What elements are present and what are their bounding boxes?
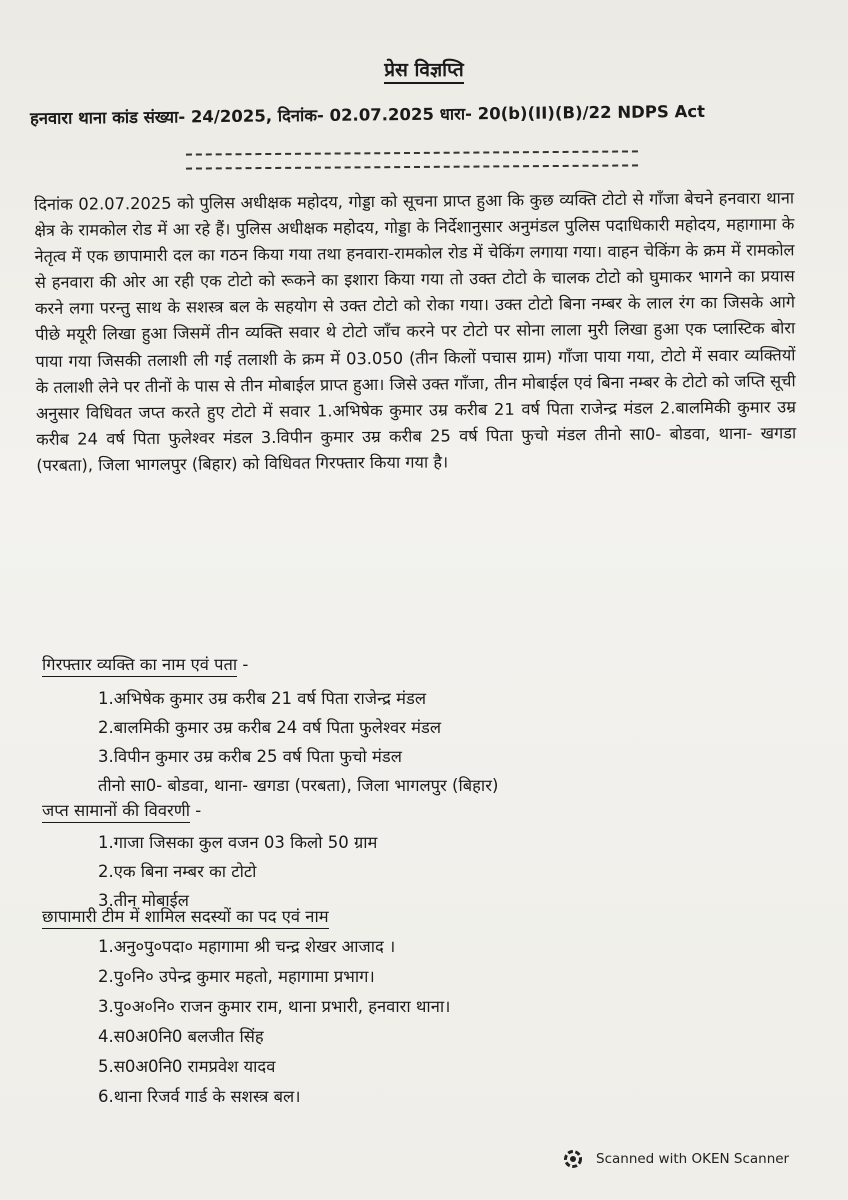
raid-team-section (42, 906, 782, 1112)
document-title-text: प्रेस विज्ञप्ति (384, 59, 464, 84)
arrested-person-item: 2.बालमिकी कुमार उम्र करीब 24 वर्ष पिता फुलेश्वर मंडल (98, 718, 442, 737)
scanner-text: Scanned with OKEN Scanner (596, 1151, 790, 1167)
team-member-item: 6.थाना रिजर्व गार्ड के सशस्त्र बल। (98, 1087, 301, 1106)
raid-team-heading: छापामारी टीम में शामिल सदस्यों का पद एवं नाम (42, 906, 329, 929)
dashed-divider (186, 150, 638, 169)
arrested-heading-suffix: - (237, 655, 249, 674)
seized-item: 3.तीन मोबाईल (98, 891, 189, 910)
team-member-item: 5.स0अ0नि0 रामप्रवेश यादव (98, 1057, 276, 1076)
team-member-item: 2.पु०नि० उपेन्द्र कुमार महतो, महागामा प्रभाग। (98, 967, 375, 986)
team-member-item: 4.स0अ0नि0 बलजीत सिंह (98, 1027, 264, 1046)
seized-items-section (42, 800, 782, 915)
scanner-logo-icon (562, 1149, 584, 1169)
seized-item: 1.गाजा जिसका कुल वजन 03 किलो 50 ग्राम (98, 833, 378, 852)
team-member-item: 1.अनु०पु०पदा० महागामा श्री चन्द्र शेखर आजाद । (98, 937, 396, 956)
scanner-watermark (562, 1146, 789, 1172)
arrested-persons-section (42, 654, 782, 800)
team-member-item: 3.पु०अ०नि० राजन कुमार राम, थाना प्रभारी, हनवारा थाना। (98, 997, 451, 1016)
arrested-person-item: 1.अभिषेक कुमार उम्र करीब 21 वर्ष पिता राजेन्द्र मंडल (98, 689, 427, 708)
press-release-body: दिनांक 02.07.2025 को पुलिस अधीक्षक महोदय, गोड्डा को सूचना प्राप्त हुआ कि कुछ व्यक्ति टोटो से गाँजा बेचने हनवारा थाना क्षेत्र के रामकोल रोड में आ रहे हैं। पुलिस अधीक्षक महोदय, गोड्डा के निर्देशानुसार अनुमंडल पुलिस पदाधिकारी महोदय, महागामा के नेतृत्व में एक छापामारी दल का गठन किया गया तथा हनवारा-रामकोल रोड में चेकिंग लगाया गया। वाहन चेकिंग के क्रम में रामकोल से हनवारा की ओर आ रही एक टोटो को रूकने का इशारा किया गया तो उक्त टोटो के चालक टोटो को घुमाकर भागने का प्रयास करने लगा परन्तु साथ के सशस्त्र बल के सहयोग से उक्त टोटो को रोका गया। उक्त टोटो बिना नम्बर के लाल रंग का जिसके आगे पीछे मयूरी लिखा हुआ जिसमें तीन व्यक्ति सवार थे टोटो जाँच करने पर टोटो पर सोना लाला मुरी लिखा हुआ एक प्लास्टिक बोरा पाया गया जिसकी तलाशी ली गई तलाशी के क्रम में 03.050 (तीन किलों पचास ग्राम) गाँजा पाया गया, टोटो में सवार व्यक्तियों के तलाशी लेने पर तीनों के पास से तीन मोबाईल प्राप्त हुआ। जिसे उक्त गाँजा, तीन मोबाईल एवं बिना नम्बर के टोटो को जप्ति सूची अनुसार विधिवत जप्त करते हुए टोटो में सवार 1.अभिषेक कुमार उम्र करीब 21 वर्ष पिता राजेन्द्र मंडल 2.बालमिकी कुमार उम्र करीब 24 वर्ष पिता फुलेश्वर मंडल 3.विपीन कुमार उम्र करीब 25 वर्ष पिता फुचो मंडल तीनो सा0- बोडवा, थाना- खगडा (परबता), जिला भागलपुर (बिहार) को विधिवत गिरफ्तार किया गया है। (34, 188, 797, 475)
document-title (0, 56, 848, 82)
case-reference-line: हनवारा थाना कांड संख्या- 24/2025, दिनांक- 02.07.2025 धारा- 20(b)(II)(B)/22 NDPS Act (29, 101, 706, 128)
arrested-person-item: 3.विपीन कुमार उम्र करीब 25 वर्ष पिता फुचो मंडल (98, 747, 402, 766)
seized-heading: जप्त सामानों की विवरणी (42, 800, 190, 823)
arrested-address: तीनो सा0- बोडवा, थाना- खगडा (परबता), जिला भागलपुर (बिहार) (98, 776, 499, 795)
seized-item: 2.एक बिना नम्बर का टोटो (98, 862, 257, 881)
seized-heading-suffix: - (189, 801, 202, 820)
arrested-heading: गिरफ्तार व्यक्ति का नाम एवं पता (42, 654, 237, 677)
